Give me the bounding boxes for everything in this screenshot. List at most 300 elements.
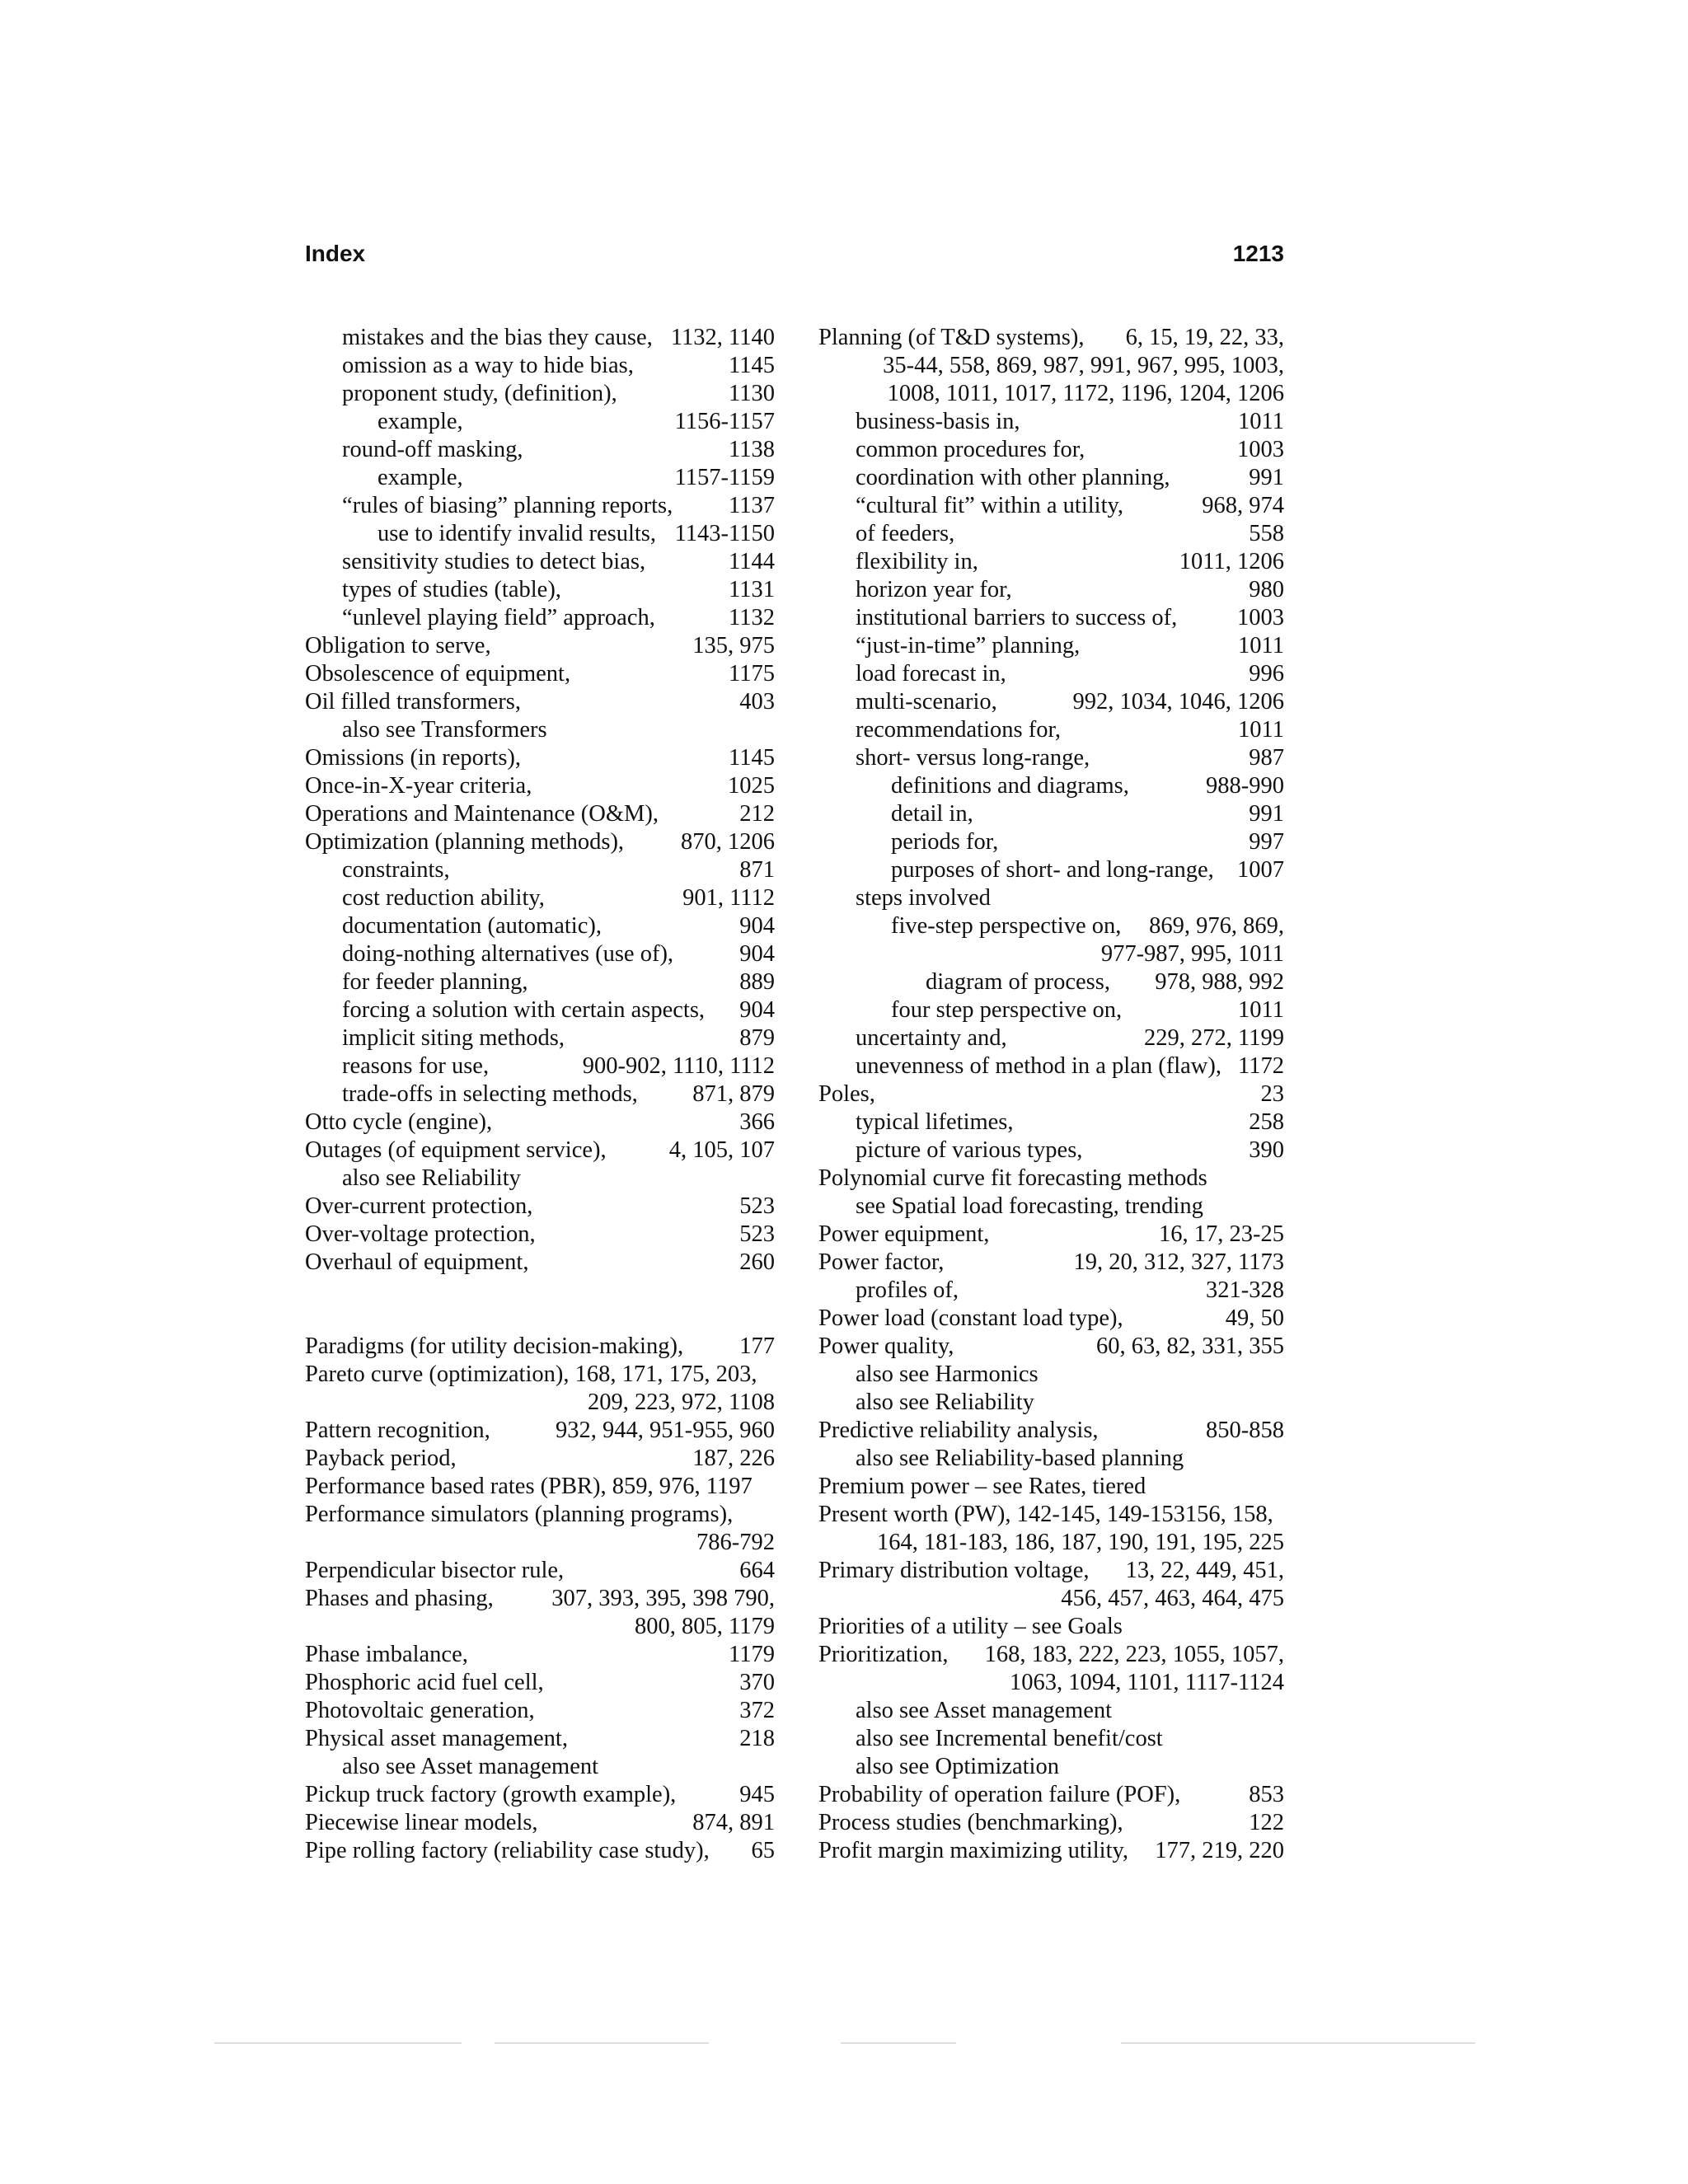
- index-entry: [305, 1221, 775, 1249]
- page-references: 35-44, 558, 869, 987, 991, 967, 995, 1003,: [883, 353, 1284, 378]
- page-references: 164, 181-183, 186, 187, 190, 191, 195, 225: [877, 1530, 1284, 1555]
- page-references: 978, 988, 992: [1155, 969, 1284, 995]
- page-references: 1011: [1238, 997, 1284, 1023]
- index-term: constraints,: [342, 857, 450, 883]
- index-entry: [305, 1753, 775, 1781]
- index-entry: [305, 716, 775, 744]
- page-references: 403: [739, 689, 775, 715]
- page-header: [305, 241, 1284, 274]
- index-entry: [305, 884, 775, 912]
- index-term: coordination with other planning,: [856, 465, 1170, 490]
- index-entry: [818, 1501, 1284, 1529]
- index-term: Photovoltaic generation,: [305, 1698, 535, 1723]
- index-entry: [818, 604, 1284, 632]
- index-term: Polynomial curve fit forecasting methods: [818, 1165, 1207, 1191]
- index-entry: [305, 1249, 775, 1277]
- index-term: for feeder planning,: [342, 969, 528, 995]
- index-entry: [305, 1809, 775, 1837]
- index-term: Process studies (benchmarking),: [818, 1810, 1123, 1835]
- index-term: flexibility in,: [856, 549, 978, 574]
- index-entry: [305, 800, 775, 828]
- page-references: 135, 975: [692, 633, 775, 658]
- index-entry: [818, 1781, 1284, 1809]
- index-term: Outages (of equipment service),: [305, 1137, 607, 1163]
- page-references: 1145: [729, 353, 775, 378]
- index-term: Predictive reliability analysis,: [818, 1418, 1099, 1443]
- page-references: 980: [1249, 577, 1284, 602]
- page-references: 1011: [1238, 717, 1284, 743]
- page-references: 366: [739, 1109, 775, 1135]
- index-entry: [818, 1361, 1284, 1389]
- index-entry: [818, 1277, 1284, 1305]
- index-term: also see Reliability: [856, 1390, 1034, 1415]
- index-term: definitions and diagrams,: [891, 773, 1129, 799]
- index-term: detail in,: [891, 801, 973, 827]
- index-term: Obsolescence of equipment,: [305, 661, 571, 687]
- index-entry: [305, 604, 775, 632]
- index-entry: [305, 324, 775, 352]
- page-references: 987: [1249, 745, 1284, 771]
- index-term: also see Transformers: [342, 717, 547, 743]
- index-entry: [305, 940, 775, 968]
- page-references: 19, 20, 312, 327, 1173: [1073, 1249, 1284, 1275]
- index-entry: [818, 1557, 1284, 1585]
- index-entry: [818, 352, 1284, 380]
- page-references: 988-990: [1206, 773, 1284, 799]
- index-term: “rules of biasing” planning reports,: [342, 493, 673, 518]
- page-references: 1007: [1237, 857, 1284, 883]
- index-term: Power quality,: [818, 1333, 954, 1359]
- index-term: Performance simulators (planning programs),: [305, 1502, 734, 1527]
- page-references: 65: [751, 1838, 775, 1863]
- index-entry: [818, 1809, 1284, 1837]
- page-references: 523: [739, 1193, 775, 1219]
- page-references: 177: [739, 1333, 775, 1359]
- page-references: 209, 223, 972, 1108: [588, 1390, 775, 1415]
- page-references: 370: [739, 1670, 775, 1695]
- page-references: 1144: [729, 549, 775, 574]
- page-references: 1145: [729, 745, 775, 771]
- index-term: Phosphoric acid fuel cell,: [305, 1670, 544, 1695]
- index-term: Pattern recognition,: [305, 1418, 490, 1443]
- index-entry: [818, 1221, 1284, 1249]
- index-term: Performance based rates (PBR), 859, 976, 1197: [305, 1474, 753, 1499]
- page-references: 372: [739, 1698, 775, 1723]
- index-term: Oil filled transformers,: [305, 689, 521, 715]
- index-term: unevenness of method in a plan (flaw),: [856, 1053, 1221, 1079]
- page-references: 1003: [1237, 605, 1284, 630]
- index-entry: [818, 968, 1284, 996]
- index-term: Phase imbalance,: [305, 1642, 468, 1667]
- index-entry: [818, 1305, 1284, 1333]
- page-references: 122: [1249, 1810, 1284, 1835]
- page-references: 991: [1249, 801, 1284, 827]
- index-term: multi-scenario,: [856, 689, 997, 715]
- index-entry: [818, 1445, 1284, 1473]
- page-references: 1172: [1238, 1053, 1284, 1079]
- index-term: common procedures for,: [856, 437, 1085, 462]
- index-entry: [305, 1193, 775, 1221]
- index-term: mistakes and the bias they cause,: [342, 325, 653, 350]
- index-term: “just-in-time” planning,: [856, 633, 1081, 658]
- index-term: Omissions (in reports),: [305, 745, 522, 771]
- index-term: Over-voltage protection,: [305, 1221, 536, 1247]
- page-references: 1063, 1094, 1101, 1117-1124: [1009, 1670, 1284, 1695]
- index-term: forcing a solution with certain aspects,: [342, 997, 706, 1023]
- page-references: 258: [1249, 1109, 1284, 1135]
- index-term: Profit margin maximizing utility,: [818, 1838, 1129, 1863]
- page-references: 1138: [729, 437, 775, 462]
- page-references: 218: [739, 1726, 775, 1751]
- index-entry: [305, 436, 775, 464]
- index-term: business-basis in,: [856, 409, 1020, 434]
- index-entry: [305, 1445, 775, 1473]
- index-entry: [305, 912, 775, 940]
- page-references: 786-792: [696, 1530, 775, 1555]
- scan-artifact: [841, 2042, 956, 2044]
- page-references: 850-858: [1206, 1418, 1284, 1443]
- index-term: Premium power – see Rates, tiered: [818, 1474, 1146, 1499]
- page-references: 321-328: [1206, 1277, 1284, 1303]
- page-references: 904: [739, 913, 775, 939]
- index-term: also see Asset management: [342, 1754, 599, 1779]
- page-references: 1130: [729, 381, 775, 406]
- index-term: Probability of operation failure (POF),: [818, 1782, 1181, 1807]
- index-term: periods for,: [891, 829, 999, 855]
- page-references: 1143-1150: [674, 521, 775, 546]
- index-term: also see Incremental benefit/cost: [856, 1726, 1163, 1751]
- index-entry: [818, 1641, 1284, 1669]
- index-term: uncertainty and,: [856, 1025, 1007, 1051]
- index-term: trade-offs in selecting methods,: [342, 1081, 638, 1107]
- index-entry: [818, 1108, 1284, 1137]
- page-references: 869, 976, 869,: [1149, 913, 1284, 939]
- index-entry: [818, 1052, 1284, 1080]
- index-term: Payback period,: [305, 1446, 457, 1471]
- page-references: 945: [739, 1782, 775, 1807]
- index-term: diagram of process,: [926, 969, 1110, 995]
- page-references: 1132: [729, 605, 775, 630]
- index-entry: [305, 1557, 775, 1585]
- page-references: 1025: [728, 773, 775, 799]
- page-references: 664: [739, 1558, 775, 1583]
- index-term: also see Asset management: [856, 1698, 1113, 1723]
- scan-artifact: [495, 2042, 709, 2044]
- index-term: “unlevel playing field” approach,: [342, 605, 655, 630]
- index-entry: [305, 548, 775, 576]
- index-entry: [818, 1753, 1284, 1781]
- page-references: 1179: [729, 1642, 775, 1667]
- index-entry: [818, 1193, 1284, 1221]
- index-entry: [305, 408, 775, 436]
- index-entry: [305, 828, 775, 856]
- index-term: short- versus long-range,: [856, 745, 1090, 771]
- index-term: Obligation to serve,: [305, 633, 491, 658]
- index-entry: [305, 352, 775, 380]
- index-term: example,: [377, 465, 463, 490]
- page-references: 996: [1249, 661, 1284, 687]
- index-entry: [305, 576, 775, 604]
- index-entry: [818, 1725, 1284, 1753]
- scan-artifact: [1121, 2042, 1475, 2044]
- index-term: steps involved: [856, 885, 991, 911]
- index-entry: [818, 632, 1284, 660]
- index-term: also see Reliability: [342, 1165, 521, 1191]
- index-entry: [818, 772, 1284, 800]
- index-entry: [818, 520, 1284, 548]
- index-term: also see Reliability-based planning: [856, 1446, 1184, 1471]
- index-term: Over-current protection,: [305, 1193, 533, 1219]
- page-references: 13, 22, 449, 451,: [1125, 1558, 1284, 1583]
- page-references: 900-902, 1110, 1112: [582, 1053, 775, 1079]
- index-entry: [305, 1529, 775, 1557]
- index-entry: [818, 660, 1284, 688]
- index-entry: [305, 1389, 775, 1417]
- index-term: Prioritization,: [818, 1642, 949, 1667]
- page-references: 904: [739, 997, 775, 1023]
- index-term: also see Optimization: [856, 1754, 1059, 1779]
- index-entry: [818, 856, 1284, 884]
- index-term: Priorities of a utility – see Goals: [818, 1614, 1123, 1639]
- index-term: Pipe rolling factory (reliability case study),: [305, 1838, 710, 1863]
- index-entry: [818, 548, 1284, 576]
- page-references: 1156-1157: [674, 409, 775, 434]
- index-entry: [818, 408, 1284, 436]
- index-term: of feeders,: [856, 521, 955, 546]
- index-term: Piecewise linear models,: [305, 1810, 538, 1835]
- index-entry: [305, 1052, 775, 1080]
- index-entry: [305, 1697, 775, 1725]
- page-references: 23: [1260, 1081, 1284, 1107]
- index-entry: [818, 1333, 1284, 1361]
- index-entry: [818, 912, 1284, 940]
- page-references: 1008, 1011, 1017, 1172, 1196, 1204, 1206: [887, 381, 1284, 406]
- page-references: 177, 219, 220: [1155, 1838, 1284, 1863]
- page-references: 390: [1249, 1137, 1284, 1163]
- index-entry: [305, 856, 775, 884]
- index-entry: [818, 380, 1284, 408]
- index-entry: [818, 464, 1284, 492]
- index-term: sensitivity studies to detect bias,: [342, 549, 646, 574]
- index-entry: [818, 324, 1284, 352]
- index-entry: [818, 1080, 1284, 1108]
- index-entry: [305, 632, 775, 660]
- index-term: see Spatial load forecasting, trending: [856, 1193, 1203, 1219]
- index-entry: [818, 1585, 1284, 1613]
- page-references: 1011: [1238, 409, 1284, 434]
- index-entry: [305, 1781, 775, 1809]
- index-term: types of studies (table),: [342, 577, 561, 602]
- index-term: Optimization (planning methods),: [305, 829, 625, 855]
- index-entry: [818, 436, 1284, 464]
- page-references: 932, 944, 951-955, 960: [556, 1418, 775, 1443]
- page-references: 1137: [729, 493, 775, 518]
- index-term: Pareto curve (optimization), 168, 171, 175, 203,: [305, 1361, 757, 1387]
- section-gap: [305, 1277, 775, 1333]
- index-term: also see Harmonics: [856, 1361, 1039, 1387]
- page-references: 1175: [729, 661, 775, 687]
- page-references: 997: [1249, 829, 1284, 855]
- page-references: 187, 226: [692, 1446, 775, 1471]
- index-entry: [818, 1249, 1284, 1277]
- page-references: 558: [1249, 521, 1284, 546]
- index-entry: [305, 380, 775, 408]
- index-term: Paradigms (for utility decision-making),: [305, 1333, 684, 1359]
- index-term: Poles,: [818, 1081, 875, 1107]
- index-entry: [305, 492, 775, 520]
- index-term: Overhaul of equipment,: [305, 1249, 529, 1275]
- index-entry: [818, 1024, 1284, 1052]
- index-term: Perpendicular bisector rule,: [305, 1558, 565, 1583]
- index-entry: [818, 1837, 1284, 1865]
- index-term: reasons for use,: [342, 1053, 490, 1079]
- index-column-left: [305, 324, 775, 1865]
- index-entry: [305, 1137, 775, 1165]
- page-references: 1011, 1206: [1179, 549, 1284, 574]
- page-references: 4, 105, 107: [668, 1137, 775, 1163]
- index-entry: [818, 940, 1284, 968]
- page-references: 456, 457, 463, 464, 475: [1061, 1586, 1284, 1611]
- index-term: Power load (constant load type),: [818, 1305, 1123, 1331]
- index-entry: [305, 744, 775, 772]
- index-entry: [818, 1669, 1284, 1697]
- index-entry: [305, 660, 775, 688]
- index-term: five-step perspective on,: [891, 913, 1122, 939]
- index-entry: [305, 1725, 775, 1753]
- index-entry: [305, 1669, 775, 1697]
- index-entry: [305, 1585, 775, 1613]
- index-term: Planning (of T&D systems),: [818, 325, 1085, 350]
- index-entry: [818, 828, 1284, 856]
- page-references: 16, 17, 23-25: [1159, 1221, 1284, 1247]
- index-entry: [305, 1473, 775, 1501]
- index-term: example,: [377, 409, 463, 434]
- index-entry: [818, 1165, 1284, 1193]
- index-entry: [818, 996, 1284, 1024]
- index-entry: [818, 688, 1284, 716]
- page-references: 229, 272, 1199: [1144, 1025, 1284, 1051]
- page-references: 800, 805, 1179: [635, 1614, 775, 1639]
- index-entry: [305, 1613, 775, 1641]
- page-references: 968, 974: [1202, 493, 1284, 518]
- scan-artifact: [214, 2042, 462, 2044]
- index-entry: [305, 688, 775, 716]
- index-term: purposes of short- and long-range,: [891, 857, 1214, 883]
- index-term: Pickup truck factory (growth example),: [305, 1782, 677, 1807]
- index-term: Otto cycle (engine),: [305, 1109, 493, 1135]
- index-term: doing-nothing alternatives (use of),: [342, 941, 674, 967]
- page-references: 1132, 1140: [670, 325, 775, 350]
- index-entry: [818, 1697, 1284, 1725]
- index-term: Phases and phasing,: [305, 1586, 494, 1611]
- page-references: 60, 63, 82, 331, 355: [1096, 1333, 1284, 1359]
- index-entry: [818, 492, 1284, 520]
- index-entry: [305, 772, 775, 800]
- index-term: “cultural fit” within a utility,: [856, 493, 1124, 518]
- index-entry: [305, 520, 775, 548]
- index-entry: [818, 1389, 1284, 1417]
- index-term: picture of various types,: [856, 1137, 1083, 1163]
- page-references: 871, 879: [692, 1081, 775, 1107]
- index-term: horizon year for,: [856, 577, 1012, 602]
- index-term: Primary distribution voltage,: [818, 1558, 1090, 1583]
- index-term: Operations and Maintenance (O&M),: [305, 801, 659, 827]
- index-entry: [305, 1641, 775, 1669]
- page-references: 991: [1249, 465, 1284, 490]
- page-references: 1131: [729, 577, 775, 602]
- page-references: 874, 891: [692, 1810, 775, 1835]
- index-entry: [818, 744, 1284, 772]
- index-term: typical lifetimes,: [856, 1109, 1014, 1135]
- page-references: 1157-1159: [674, 465, 775, 490]
- index-term: implicit siting methods,: [342, 1025, 565, 1051]
- index-term: documentation (automatic),: [342, 913, 602, 939]
- index-term: cost reduction ability,: [342, 885, 545, 911]
- section-title: Index: [305, 241, 366, 266]
- page-references: 904: [739, 941, 775, 967]
- index-entry: [305, 968, 775, 996]
- page-references: 49, 50: [1225, 1305, 1284, 1331]
- index-entry: [305, 1501, 775, 1529]
- page-references: 853: [1249, 1782, 1284, 1807]
- index-term: proponent study, (definition),: [342, 381, 617, 406]
- page-references: 889: [739, 969, 775, 995]
- page-references: 260: [739, 1249, 775, 1275]
- page-references: 901, 1112: [682, 885, 775, 911]
- index-entry: [818, 1613, 1284, 1641]
- index-entry: [305, 1417, 775, 1445]
- index-term: recommendations for,: [856, 717, 1061, 743]
- page-number: 1213: [1232, 241, 1284, 266]
- index-entry: [818, 716, 1284, 744]
- index-entry: [818, 884, 1284, 912]
- page-references: 1003: [1237, 437, 1284, 462]
- index-term: profiles of,: [856, 1277, 959, 1303]
- index-entry: [818, 1137, 1284, 1165]
- index-entry: [305, 1837, 775, 1865]
- page-references: 977-987, 995, 1011: [1100, 941, 1284, 967]
- page-references: 6, 15, 19, 22, 33,: [1125, 325, 1284, 350]
- index-term: round-off masking,: [342, 437, 523, 462]
- index-entry: [818, 1473, 1284, 1501]
- index-term: load forecast in,: [856, 661, 1006, 687]
- index-term: Physical asset management,: [305, 1726, 568, 1751]
- index-entry: [305, 996, 775, 1024]
- index-entry: [818, 1417, 1284, 1445]
- index-term: Once-in-X-year criteria,: [305, 773, 532, 799]
- page-references: 879: [739, 1025, 775, 1051]
- page-references: 168, 183, 222, 223, 1055, 1057,: [984, 1642, 1284, 1667]
- index-entry: [305, 1165, 775, 1193]
- index-term: Power equipment,: [818, 1221, 990, 1247]
- index-term: four step perspective on,: [891, 997, 1123, 1023]
- index-entry: [818, 1529, 1284, 1557]
- index-entry: [305, 1361, 775, 1389]
- index-entry: [818, 800, 1284, 828]
- index-term: use to identify invalid results,: [377, 521, 656, 546]
- page-references: 870, 1206: [681, 829, 775, 855]
- index-entry: [305, 1024, 775, 1052]
- index-entry: [305, 1333, 775, 1361]
- page-references: 307, 393, 395, 398 790,: [551, 1586, 775, 1611]
- index-entry: [305, 1080, 775, 1108]
- page-references: 212: [739, 801, 775, 827]
- page-references: 992, 1034, 1046, 1206: [1072, 689, 1284, 715]
- index-entry: [305, 1108, 775, 1137]
- index-term: Power factor,: [818, 1249, 945, 1275]
- index-term: omission as a way to hide bias,: [342, 353, 634, 378]
- index-term: institutional barriers to success of,: [856, 605, 1178, 630]
